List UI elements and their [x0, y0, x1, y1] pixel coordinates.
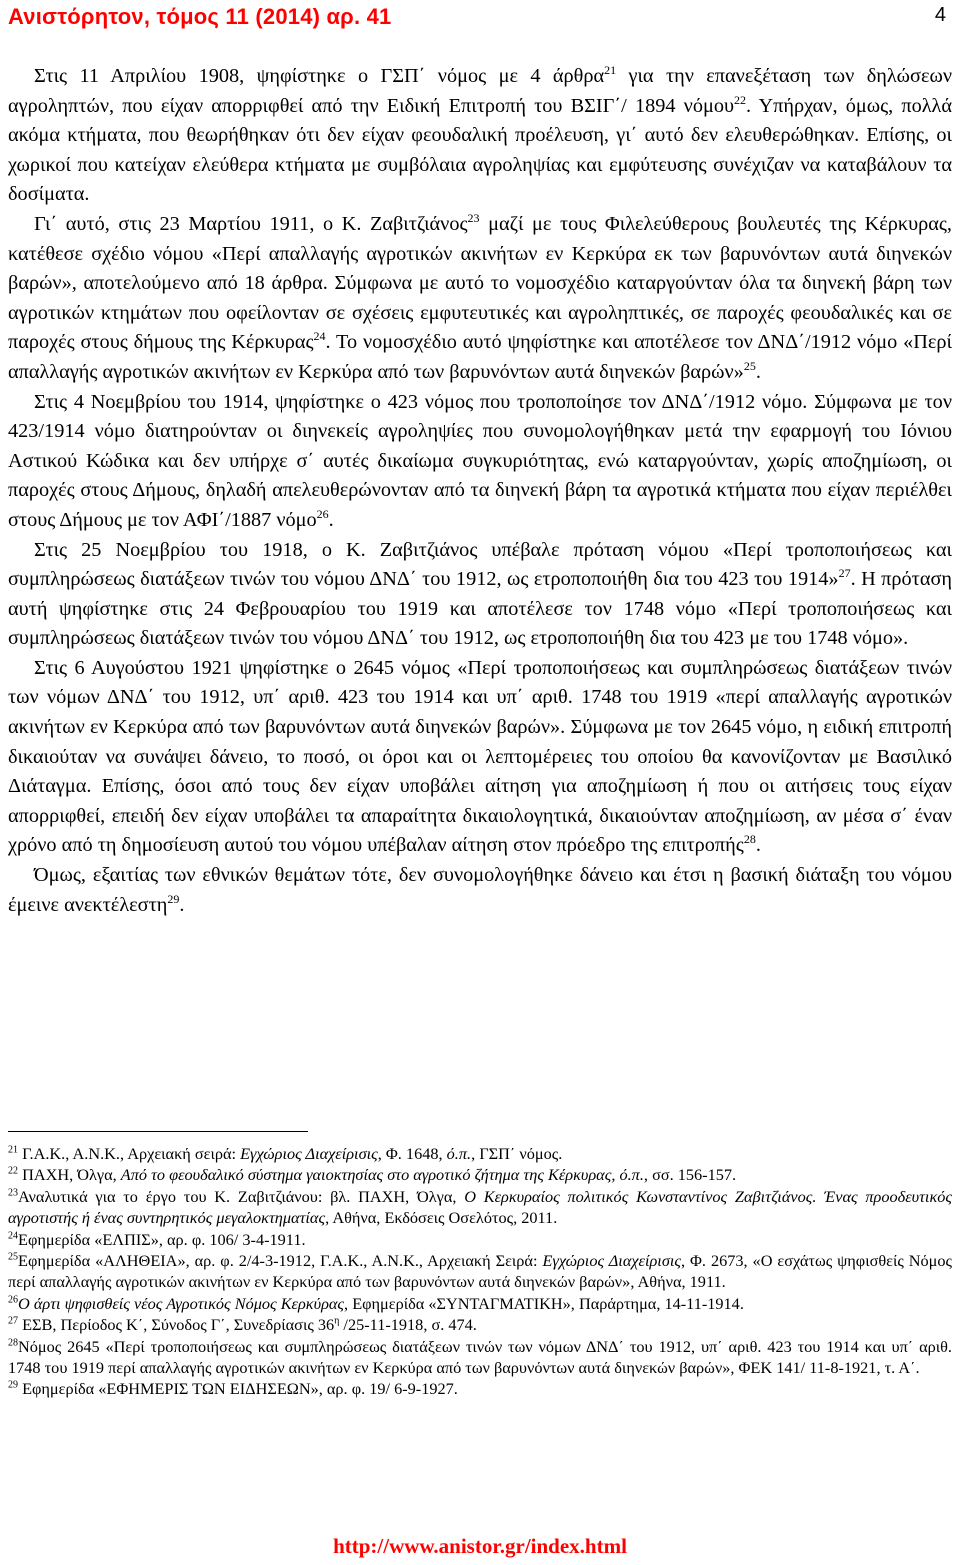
text-span: Στις 25 Νοεμβρίου του 1918, ο Κ. Ζαβιτζιάνος υπέβαλε πρόταση νόμου «Περί τροποποιήσεως και συμπληρώσεως διατάξεων τινών του νόμου ΔΝΔ΄ του 1912, ως ετροποποιήθη δια του 423 του 1914» — [8, 538, 952, 591]
superscript-ref: 23 — [467, 211, 480, 226]
footnote — [8, 1143, 952, 1164]
footnote — [8, 1293, 952, 1314]
superscript-ref: 24 — [313, 329, 326, 344]
text-span: Νόμος 2645 «Περί τροποποιήσεως και συμπληρώσεως διατάξεων τινών των νόμων ΔΝΔ΄ του 1912, υπ΄ αριθ. 423 του 1914 και υπ΄ αριθ. 1748 του 1919 περί απαλλαγής αγροτικών ακινήτων εν Κερκύρα από των βαρυνόντων αυτά διηνεκών βαρών», ΦΕΚ 141/ 11-8-1921, τ. Α΄. — [8, 1336, 952, 1378]
text-span: για την επανεξέταση των δηλώσεων αγροληπτών, που είχαν απορριφθεί από την Ειδική Επιτροπή του ΒΣΙΓ΄/ 1894 νόμου — [8, 65, 953, 117]
text-span: Στις 4 Νοεμβρίου του 1914, ψηφίστηκε ο 423 νόμος που τροποποίησε τον ΔΝΔ΄/1912 νόμο. Σύμφωνα με τον 423/1914 νόμο διατηρούνταν οι διηνεκείς αγροληψίες που συνομολογήθηκαν μετά την εφαρμογή του Ιόνιου Αστικού Κώδικα και δεν υπήρχε σ΄ αυτές δικαίωμα συγκυριότητας, ενώ καταργούνταν, χωρίς αποζημίωση, οι παροχές στους Δήμους, δηλαδή απελευθερώνονταν από τα διηνεκή βάρη τα αγροτικά κτήματα που είχαν περιέλθει στους Δήμους με τον ΑΦΙ΄/1887 νόμο — [8, 390, 952, 531]
footer-link[interactable]: http://www.anistor.gr/index.html — [333, 1534, 627, 1558]
italic-text: Ο άρτι ψηφισθείς νέος Αγροτικός Νόμος Κερκύρας — [18, 1293, 345, 1313]
italic-text: ό.π. — [446, 1144, 472, 1163]
italic-text: Εγχώριος Διαχείρισις — [240, 1144, 378, 1163]
footnote — [8, 1164, 952, 1185]
superscript-ref: 27 — [8, 1315, 18, 1327]
footnote-separator — [8, 1131, 308, 1132]
body-paragraph — [8, 62, 952, 210]
body-text — [8, 62, 952, 920]
text-span: Γ.Α.Κ., Α.Ν.Κ., Αρχειακή σειρά: — [18, 1144, 241, 1163]
body-paragraph — [8, 536, 952, 654]
footnote — [8, 1229, 952, 1250]
superscript-ref: 28 — [8, 1337, 18, 1349]
footnote — [8, 1314, 952, 1335]
italic-text: Εγχώριος Διαχείρισις — [542, 1251, 681, 1271]
superscript-ref: 24 — [8, 1230, 18, 1242]
text-span: . Υπήρχαν, όμως, πολλά ακόμα κτήματα, που θεωρήθηκαν ότι δεν είχαν φεουδαλική προέλευση, γι΄ αυτό δεν ελευθερώθηκαν. Επίσης, οι χωρικοί που κατείχαν ελεύθερα κτήματα με συμβόλαια αγροληψίας και εμφύτευσης συνέχιζαν να καταβάλουν τα δοσίματα. — [8, 94, 952, 206]
italic-text: Ο Κερκυραίος πολιτικός Κωνσταντίνος Ζαβιτζιάνος. Ένας προοδευτικός αγροτιστής ή ένας συντηρητικός μεγαλοκτηματίας — [8, 1186, 952, 1228]
text-span: μαζί με τους Φιλελεύθερους βουλευτές της Κέρκυρας, κατέθεσε σχέδιο νόμου «Περί απαλλαγής αγροτικών ακινήτων εν Κερκύρα εκ των βαρυνόντων αυτά διηνεκών βαρών», αποτελούμενο από 18 άρθρα. Σύμφωνα με αυτό το νομοσχέδιο καταργούνταν όλα τα διηνεκή βάρη των αγροτικών κτημάτων που οφείλονταν σε σχέσεις εμφυτευτικές και αγροληπτικές, σε παροχές φεουδαλικές και σε παροχές στους δήμους της Κέρκυρας — [8, 212, 952, 354]
text-span: , Φ. 2673, «Ο εσχάτως ψηφισθείς Νόμος περί απαλλαγής αγροτικών ακινήτων εν Κερκύρα από των βαρυνόντων αυτά διηνεκών βαρών», Αθήνα, 1911. — [8, 1251, 953, 1292]
text-span: Γι΄ αυτό, στις 23 Μαρτίου 1911, ο Κ. Ζαβιτζιάνος — [34, 212, 468, 235]
footnotes — [8, 1143, 952, 1400]
text-span: Όμως, εξαιτίας των εθνικών θεμάτων τότε, δεν συνομολογήθηκε δάνειο και έτσι η βασική διάταξη του νόμου έμεινε ανεκτέλεστη — [8, 864, 952, 916]
superscript-ref: 21 — [8, 1144, 18, 1156]
text-span: , Αθήνα, Εκδόσεις Οσελότος, 2011. — [325, 1208, 558, 1228]
text-span: , Φ. 1648, — [377, 1144, 447, 1163]
footnote — [8, 1186, 952, 1229]
text-span: /25-11-1918, σ. 474. — [339, 1315, 477, 1335]
text-span: . — [755, 360, 761, 383]
text-span: . — [328, 508, 334, 531]
superscript-ref: 27 — [838, 566, 851, 581]
superscript-ref: 26 — [8, 1294, 18, 1306]
superscript-ref: 28 — [743, 832, 756, 847]
superscript-ref: 29 — [167, 891, 180, 906]
body-paragraph — [8, 388, 952, 536]
text-span: Εφημερίδα «ΑΛΗΘΕΙΑ», αρ. φ. 2/4-3-1912, Γ.Α.Κ., Α.Ν.Κ., Αρχειακή Σειρά: — [18, 1251, 543, 1271]
superscript-ref: 22 — [8, 1165, 18, 1177]
text-span: Στις 11 Απριλίου 1908, ψηφίστηκε ο ΓΣΠ΄ νόμος με 4 άρθρα — [34, 65, 605, 87]
superscript-ref: 29 — [8, 1380, 18, 1392]
text-span: . Η πρόταση αυτή ψηφίστηκε στις 24 Φεβρουαρίου του 1919 και αποτέλεσε τον 1748 νόμο «Περί τροποποιήσεως και συμπληρώσεως διατάξεων τινών του νόμου ΔΝΔ΄ του 1912, ως ετροποποιήθη δια του 423 με του 1748 νόμο». — [8, 568, 952, 650]
text-span: ΠΑΧΗ, Όλγα, — [18, 1165, 121, 1185]
journal-header-title: Ανιστόρητον, τόμος 11 (2014) αρ. 41 — [8, 4, 392, 29]
superscript-ref: 25 — [8, 1251, 18, 1263]
page-number: 4 — [934, 4, 946, 26]
text-span: Εφημερίδα «ΕΦΗΜΕΡΙΣ ΤΩΝ ΕΙΔΗΣΕΩΝ», αρ. φ. 19/ 6-9-1927. — [18, 1379, 458, 1399]
text-span: . — [755, 834, 761, 857]
text-span: , Εφημερίδα «ΣΥΝΤΑΓΜΑΤΙΚΗ», Παράρτημα, 14-11-1914. — [344, 1293, 744, 1313]
footnote — [8, 1336, 952, 1379]
text-span: ΕΣΒ, Περίοδος Κ΄, Σύνοδος Γ΄, Συνεδρίασις 36 — [18, 1315, 335, 1335]
body-paragraph — [8, 861, 952, 920]
superscript-ref: 26 — [316, 507, 329, 522]
text-span: Στις 6 Αυγούστου 1921 ψηφίστηκε ο 2645 νόμος «Περί τροποποιήσεως και συμπληρώσεως διατάξεων τινών των νόμων ΔΝΔ΄ του 1912, υπ΄ αριθ. 423 του 1914 και υπ΄ αριθ. 1748 του 1919 «περί απαλλαγής αγροτικών ακινήτων εν Κερκύρα από των βαρυνόντων αυτά διηνεκών βαρών». Σύμφωνα με τον 2645 νόμο, η ειδική επιτροπή δικαιούταν να συνάψει δάνειο, το ποσό, οι όροι και οι λεπτομέρειες του οποίου θα κανονίζονταν με Βασιλικό Διάταγμα. Επίσης, όσοι από τους δεν είχαν υποβάλει αίτηση για αποζημίωση ή που οι αιτήσεις τους είχαν απορριφθεί, επειδή δεν είχαν υποβάλει τα απαραίτητα δικαιολογητικά, δικαιούνταν αποζημίωση, αν μέσα σ΄ έναν χρόνο από τη δημοσίευση αυτού του νόμου υπέβαλαν αίτηση στον πρόεδρο της επιτροπής — [8, 656, 952, 857]
superscript-ref: 21 — [604, 63, 617, 78]
body-paragraph — [8, 210, 952, 388]
superscript-ref: η — [334, 1315, 340, 1327]
text-span: Εφημερίδα «ΕΛΠΙΣ», αρ. φ. 106/ 3-4-1911. — [18, 1229, 306, 1249]
body-paragraph — [8, 654, 952, 861]
text-span: Αναλυτικά για το έργο του Κ. Ζαβιτζιάνου: βλ. ΠΑΧΗ, Όλγα, — [18, 1186, 465, 1206]
text-span: , ΓΣΠ΄ νόμος. — [471, 1144, 563, 1163]
italic-text: Από το φεουδαλικό σύστημα γαιοκτησίας στο αγροτικό ζήτημα της Κέρκυρας, ό.π. — [120, 1165, 644, 1185]
footnote — [8, 1378, 952, 1399]
text-span: , σσ. 156-157. — [643, 1165, 737, 1185]
superscript-ref: 22 — [734, 92, 747, 107]
text-span: . Το νομοσχέδιο αυτό ψηφίστηκε και αποτέλεσε τον ΔΝΔ΄/1912 νόμο «Περί απαλλαγής αγροτικών ακινήτων εν Κερκύρα από των βαρυνόντων αυτά διηνεκών βαρών» — [8, 331, 952, 383]
superscript-ref: 25 — [743, 359, 756, 374]
superscript-ref: 23 — [8, 1187, 18, 1199]
text-span: . — [179, 893, 185, 916]
footnote — [8, 1250, 952, 1293]
